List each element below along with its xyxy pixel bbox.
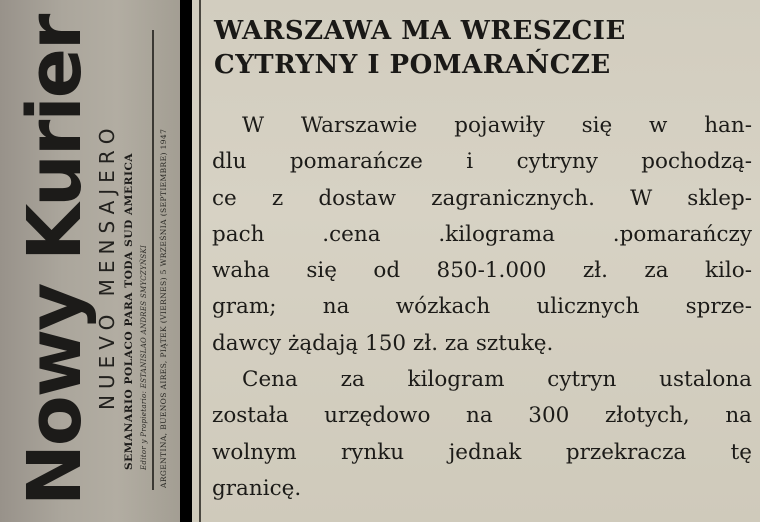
- text-line: wolnym rynku jednak przekracza tę: [212, 439, 752, 465]
- newspaper-masthead: [0, 0, 180, 522]
- masthead-divider: [152, 30, 154, 490]
- masthead-title: Nowy Kurier: [12, 15, 98, 506]
- text-line: ce z dostaw zagranicznych. W sklep-: [212, 185, 752, 211]
- text-line: Cena za kilogram cytryn ustalona: [242, 367, 752, 393]
- masthead-tagline: SEMANARIO POLACO PARA TODA SUD AMERICA: [123, 152, 135, 470]
- article-paragraph: [212, 362, 752, 507]
- masthead-editor-line: Editor y Propietario: ESTANISLAO ANDRES SMYCZYŃSKI: [140, 244, 148, 470]
- text-line: W Warszawie pojawiły się w han-: [242, 113, 752, 138]
- text-line: została urzędowo na 300 złotych, na: [212, 403, 752, 429]
- text-line: dawcy żądają 150 zł. za sztukę.: [212, 330, 554, 356]
- headline-line: CYTRYNY I POMARAŃCZE: [214, 50, 611, 80]
- text-line: dlu pomarańcze i cytryny pochodzą-: [212, 149, 752, 175]
- article-paragraph: [212, 108, 752, 362]
- article-body: [212, 108, 752, 507]
- masthead-subtitle: NUEVO MENSAJERO: [95, 122, 119, 410]
- headline-line: WARSZAWA MA WRESZCIE: [214, 16, 626, 46]
- text-line: gram; na wózkach ulicznych sprze-: [212, 294, 752, 320]
- article-headline: [214, 14, 754, 82]
- text-line: waha się od 850-1.000 zł. za kilo-: [212, 258, 752, 284]
- text-line: granicę.: [212, 475, 302, 501]
- column-divider: [199, 0, 201, 522]
- text-line: pach .cena .kilograma .pomarańczy: [212, 221, 752, 247]
- masthead-dateline: ARGENTINA, BUENOS AIRES, PIĄTEK (VIERNES) 5 WRZEŚNIA (SEPTIEMBRE) 1947: [159, 128, 168, 488]
- article-clipping: [192, 0, 760, 522]
